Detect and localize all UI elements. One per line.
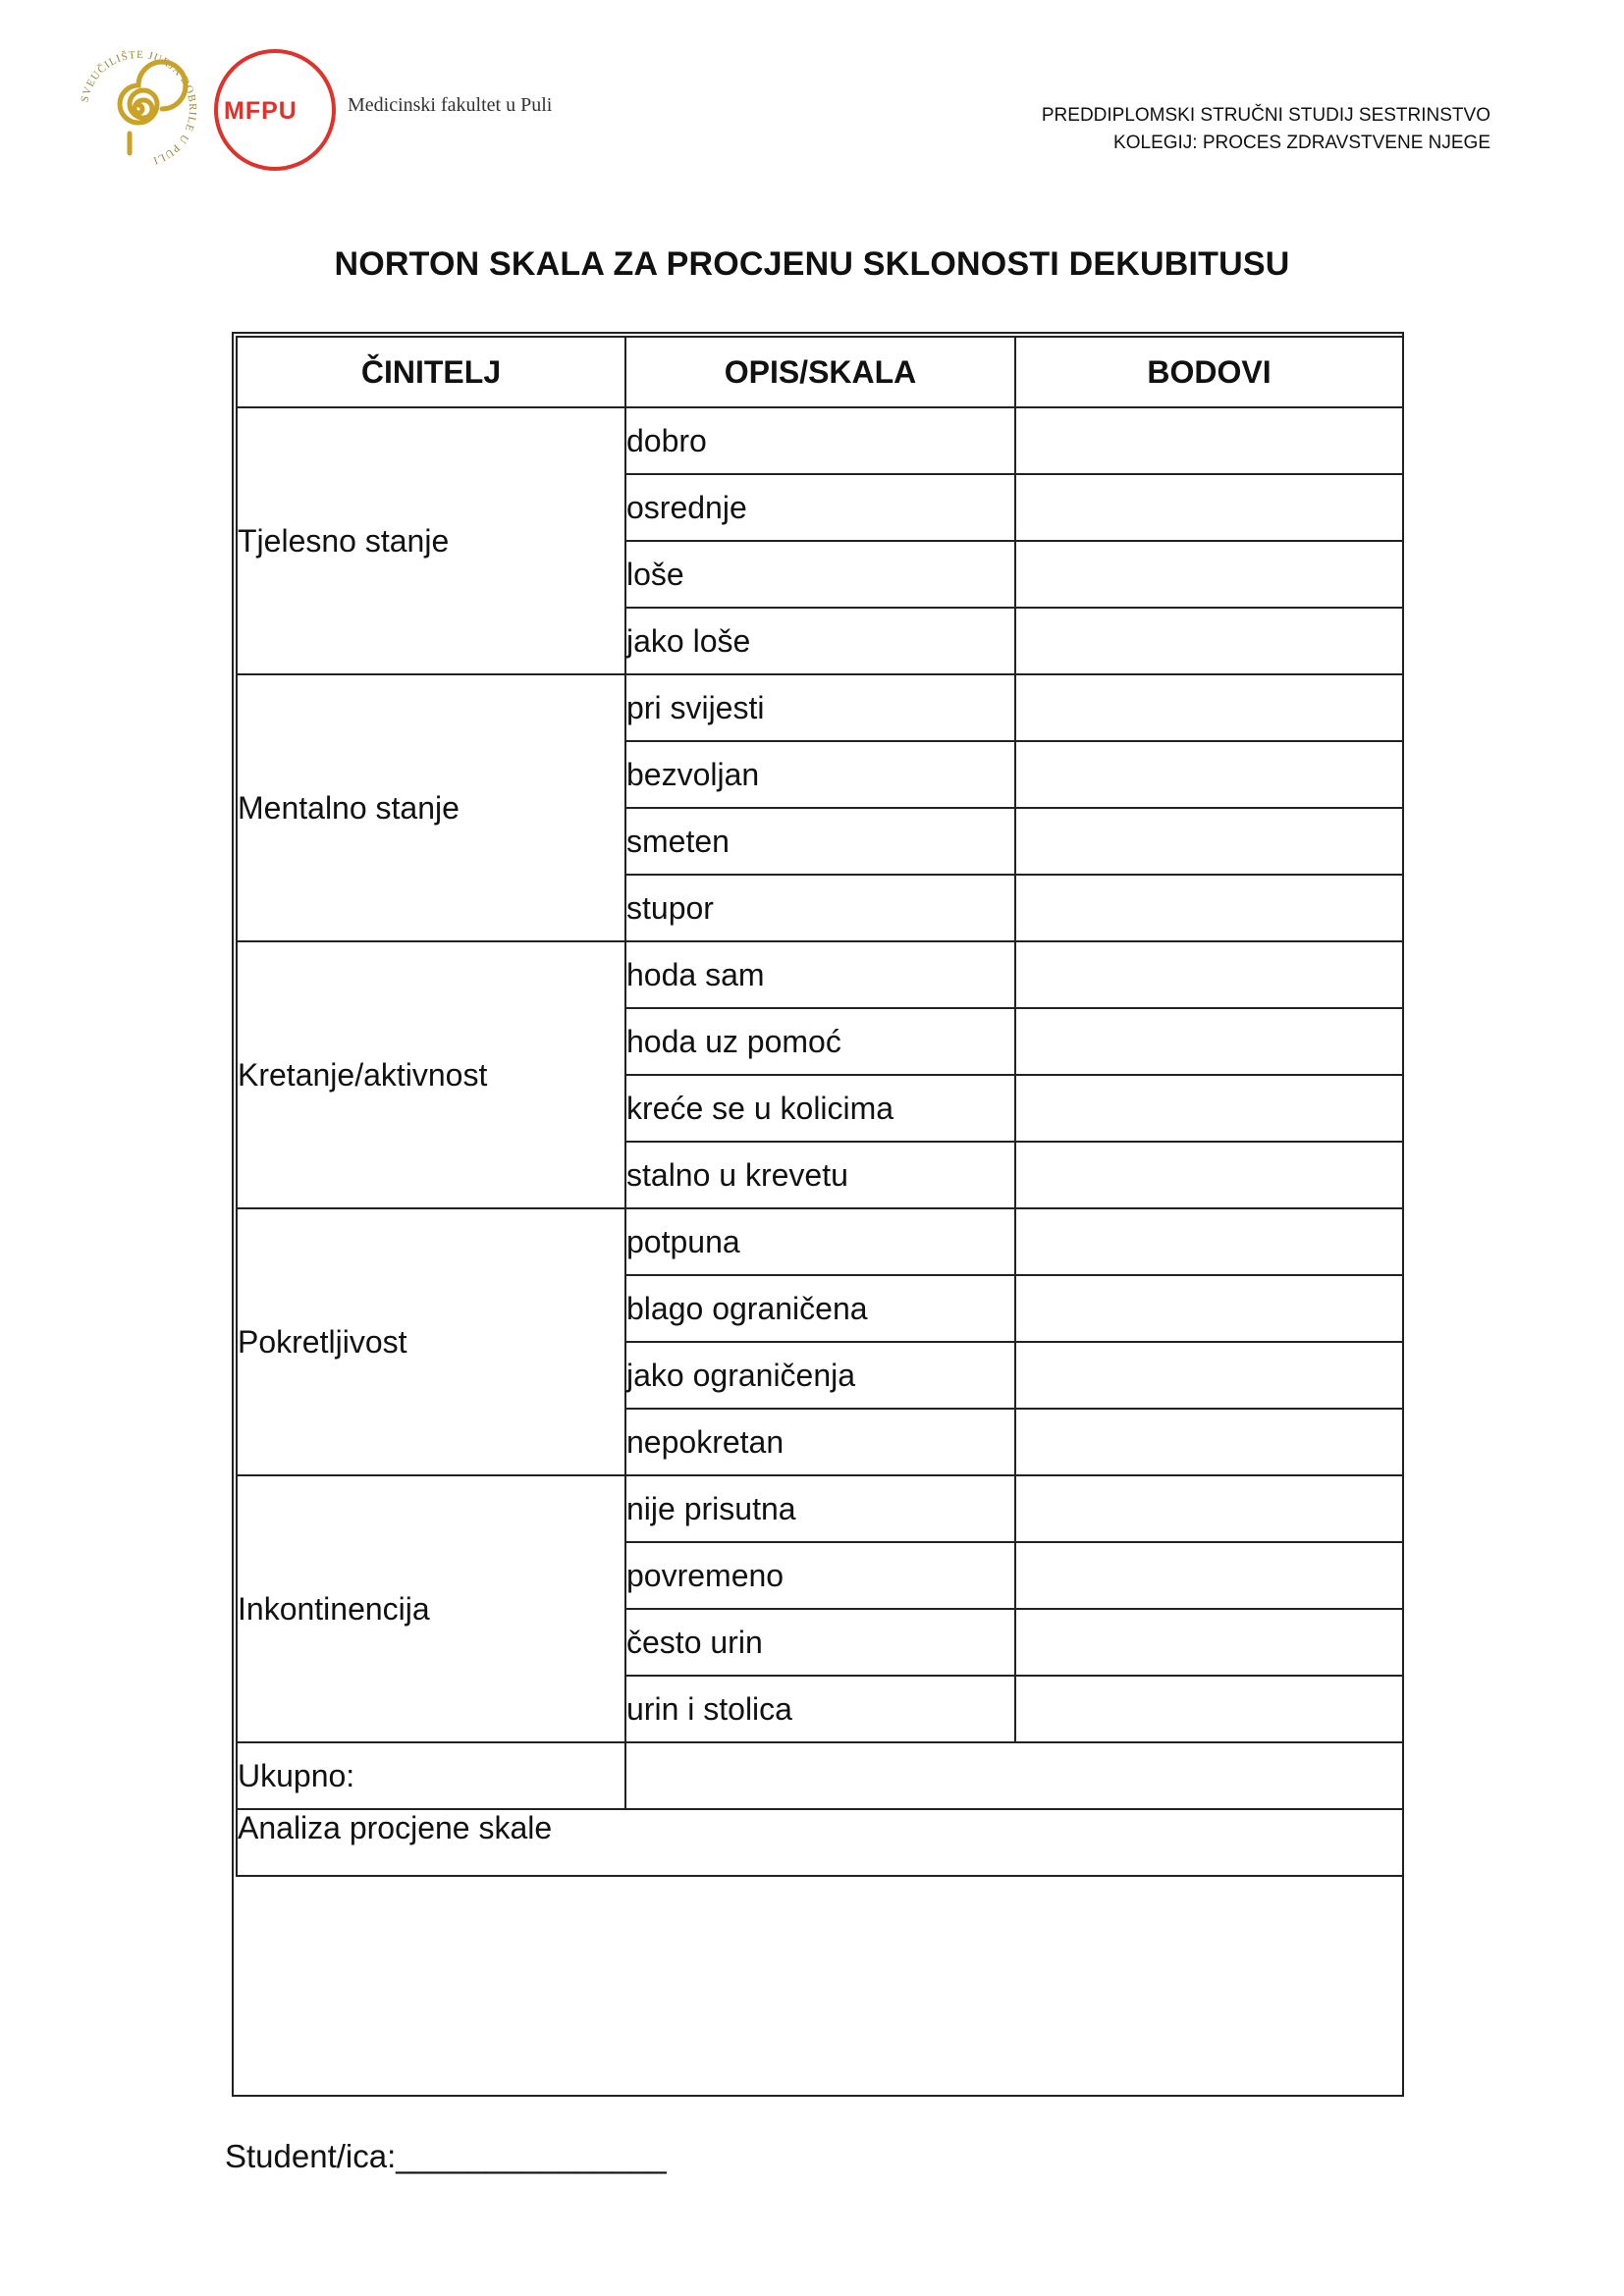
points-input-cell[interactable] <box>1015 1342 1403 1409</box>
option-cell: loše <box>625 541 1015 608</box>
points-input-cell[interactable] <box>1015 1475 1403 1542</box>
table-row <box>237 1208 1403 1275</box>
option-cell: stalno u krevetu <box>625 1142 1015 1208</box>
analysis-row <box>237 1809 1403 1876</box>
option-cell: jako loše <box>625 608 1015 674</box>
option-cell: dobro <box>625 407 1015 474</box>
total-label: Ukupno: <box>237 1742 625 1809</box>
study-program: PREDDIPLOMSKI STRUČNI STUDIJ SESTRINSTVO <box>1041 105 1490 126</box>
seal-text: SVEUČILIŠTE JURJA DOBRILE U PULI <box>79 48 199 167</box>
university-seal-logo <box>77 47 200 171</box>
points-input-cell[interactable] <box>1015 941 1403 1008</box>
student-signature-field[interactable]: Student/ica:_______________ <box>225 2138 667 2174</box>
option-cell: potpuna <box>625 1208 1015 1275</box>
option-cell: bezvoljan <box>625 741 1015 808</box>
points-input-cell[interactable] <box>1015 808 1403 875</box>
option-cell: povremeno <box>625 1542 1015 1609</box>
points-input-cell[interactable] <box>1015 1075 1403 1142</box>
table-row <box>237 1475 1403 1542</box>
points-input-cell[interactable] <box>1015 741 1403 808</box>
option-cell: hoda sam <box>625 941 1015 1008</box>
points-input-cell[interactable] <box>1015 875 1403 941</box>
option-cell: nije prisutna <box>625 1475 1015 1542</box>
option-cell: pri svijesti <box>625 674 1015 741</box>
points-input-cell[interactable] <box>1015 1275 1403 1342</box>
points-input-cell[interactable] <box>1015 1542 1403 1609</box>
points-input-cell[interactable] <box>1015 1676 1403 1742</box>
factor-cell: Inkontinencija <box>237 1475 625 1742</box>
factor-cell: Tjelesno stanje <box>237 407 625 674</box>
page-title: NORTON SKALA ZA PROCJENU SKLONOSTI DEKUBITUSU <box>334 245 1290 283</box>
norton-scale-table <box>236 336 1404 1877</box>
factor-cell: Kretanje/aktivnost <box>237 941 625 1208</box>
points-input-cell[interactable] <box>1015 1008 1403 1075</box>
points-input-cell[interactable] <box>1015 1208 1403 1275</box>
points-input-cell[interactable] <box>1015 541 1403 608</box>
svg-text:SVEUČILIŠTE JURJA DOBRILE U PU <box>79 49 198 167</box>
column-header-points: BODOVI <box>1015 337 1403 407</box>
points-input-cell[interactable] <box>1015 1409 1403 1475</box>
analysis-input-area[interactable] <box>237 1809 1403 1876</box>
mfpu-logo-text: MFPU <box>224 97 298 125</box>
faculty-name: Medicinski fakultet u Puli <box>348 94 553 116</box>
table-row <box>237 407 1403 474</box>
option-cell: nepokretan <box>625 1409 1015 1475</box>
points-input-cell[interactable] <box>1015 474 1403 541</box>
column-header-factor: ČINITELJ <box>237 337 625 407</box>
table-row <box>237 941 1403 1008</box>
points-input-cell[interactable] <box>1015 1609 1403 1676</box>
points-input-cell[interactable] <box>1015 1142 1403 1208</box>
option-cell: blago ograničena <box>625 1275 1015 1342</box>
option-cell: osrednje <box>625 474 1015 541</box>
factor-cell: Mentalno stanje <box>237 674 625 941</box>
option-cell: stupor <box>625 875 1015 941</box>
course-header <box>1042 102 1490 157</box>
option-cell: smeten <box>625 808 1015 875</box>
analysis-label: Analiza procjene skale <box>238 1810 553 1845</box>
total-input-cell[interactable] <box>625 1742 1403 1809</box>
table-header-row <box>237 337 1403 407</box>
course-name: KOLEGIJ: PROCES ZDRAVSTVENE NJEGE <box>1113 133 1490 153</box>
option-cell: često urin <box>625 1609 1015 1676</box>
column-header-description: OPIS/SKALA <box>625 337 1015 407</box>
option-cell: hoda uz pomoć <box>625 1008 1015 1075</box>
points-input-cell[interactable] <box>1015 608 1403 674</box>
option-cell: kreće se u kolicima <box>625 1075 1015 1142</box>
option-cell: jako ograničenja <box>625 1342 1015 1409</box>
points-input-cell[interactable] <box>1015 407 1403 474</box>
total-row <box>237 1742 1403 1809</box>
table-row <box>237 674 1403 741</box>
factor-cell: Pokretljivost <box>237 1208 625 1475</box>
points-input-cell[interactable] <box>1015 674 1403 741</box>
option-cell: urin i stolica <box>625 1676 1015 1742</box>
